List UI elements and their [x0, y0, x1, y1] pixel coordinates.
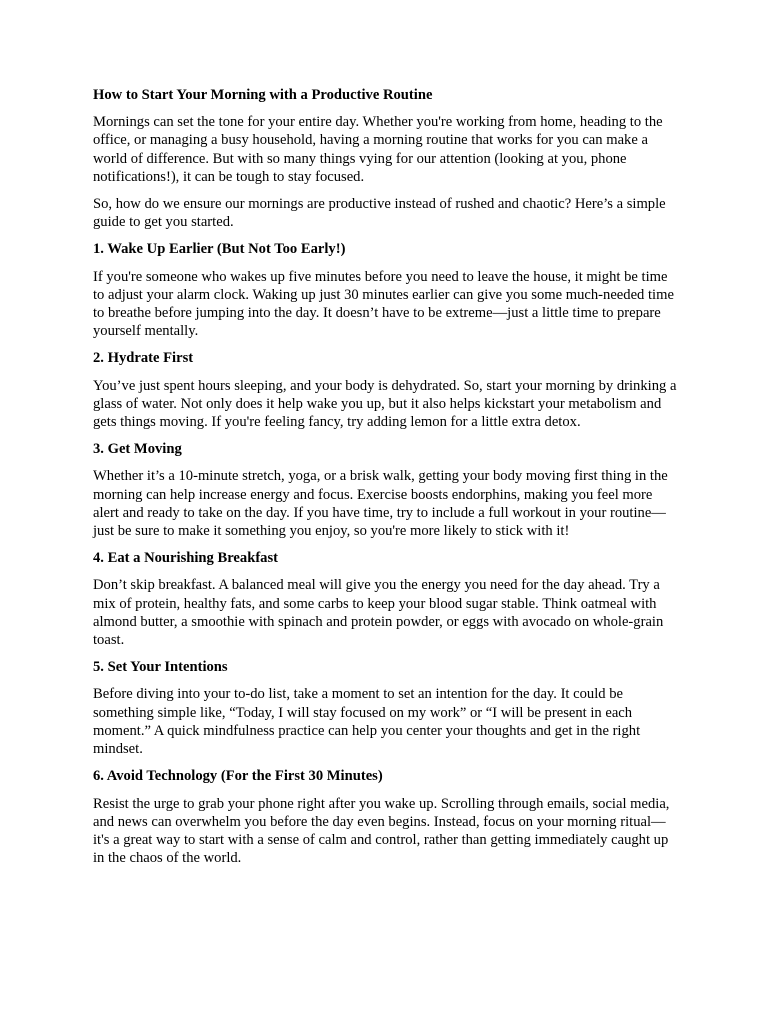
- section-body: Resist the urge to grab your phone right after you wake up. Scrolling through emails, social media, and news can overwhelm you before the day even begins. Instead, focus on your morning ritual—it's a great way to start with a sense of calm and control, rather than getting immediately caught up in the chaos of the world.: [93, 795, 670, 867]
- section-heading: 6. Avoid Technology (For the First 30 Minutes): [93, 768, 383, 785]
- section-heading: 5. Set Your Intentions: [93, 659, 228, 676]
- section-wake-up-earlier: [93, 240, 678, 340]
- section-heading: 2. Hydrate First: [93, 350, 194, 367]
- intro-paragraph: So, how do we ensure our mornings are productive instead of rushed and chaotic? Here’s a simple guide to get you started.: [93, 196, 666, 231]
- section-heading: 3. Get Moving: [93, 441, 182, 458]
- section-body: If you're someone who wakes up five minutes before you need to leave the house, it might be time to adjust your alarm clock. Waking up just 30 minutes earlier can give you some much-needed time to breathe before jumping into the day. It doesn’t have to be extreme—just a little time to prepare yourself mentally.: [93, 268, 674, 340]
- intro-paragraph: Mornings can set the tone for your entire day. Whether you're working from home, heading to the office, or managing a busy household, having a morning routine that works for you can make a world of difference. But with so many things vying for our attention (looking at you, phone notifications!), it can be tough to stay focused.: [93, 114, 663, 185]
- document-title: How to Start Your Morning with a Productive Routine: [93, 87, 433, 103]
- section-heading: 1. Wake Up Earlier (But Not Too Early!): [93, 241, 346, 258]
- section-set-intentions: [93, 658, 678, 758]
- section-body: Don’t skip breakfast. A balanced meal will give you the energy you need for the day ahead. Try a mix of protein, healthy fats, and some carbs to keep your blood sugar stable. Think oatmeal with almond butter, a smoothie with spinach and protein powder, or eggs with avocado on whole-grain toast.: [93, 577, 664, 649]
- section-body: You’ve just spent hours sleeping, and your body is dehydrated. So, start your morning by drinking a glass of water. Not only does it help wake you up, but it also helps kickstart your metabolism and gets things moving. If you're feeling fancy, try adding lemon for a little extra detox.: [93, 377, 677, 431]
- section-heading: 4. Eat a Nourishing Breakfast: [93, 550, 279, 567]
- document-page: [93, 86, 678, 876]
- section-hydrate-first: [93, 349, 678, 431]
- section-nourishing-breakfast: [93, 549, 678, 649]
- section-body: Before diving into your to-do list, take a moment to set an intention for the day. It could be something simple like, “Today, I will stay focused on my work” or “I will be present in each moment.” A quick mindfulness practice can help you center your thoughts and get in the right mindset.: [93, 686, 641, 758]
- section-body: Whether it’s a 10-minute stretch, yoga, or a brisk walk, getting your body moving first thing in the morning can help increase energy and focus. Exercise boosts endorphins, making you feel more alert and ready to take on the day. If you have time, try to include a full workout in your routine—just be sure to make it something you enjoy, so you're more likely to stick with it!: [93, 468, 668, 540]
- section-avoid-technology: [93, 767, 678, 867]
- section-get-moving: [93, 440, 678, 540]
